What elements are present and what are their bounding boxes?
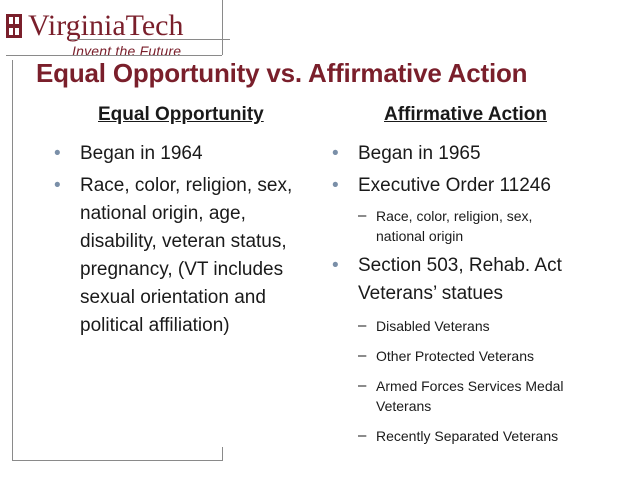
- list-item: • Race, color, religion, sex, national origin, age, disability, veteran status, pregnancy, (VT includes sexual orientation and political affiliation): [54, 172, 316, 340]
- list-subitem: – Disabled Veterans: [358, 317, 490, 334]
- list-item: • Executive Order 11246: [332, 172, 632, 200]
- dash-icon: –: [358, 347, 367, 364]
- frame-line-top: [222, 0, 223, 55]
- bullet-dot-icon: •: [332, 143, 339, 164]
- affirmative-action-list: [332, 140, 632, 446]
- frame-line-header: [6, 55, 222, 56]
- bullet-dot-icon: •: [54, 143, 61, 164]
- bullet-dot-icon: •: [54, 175, 61, 196]
- vt-logo-icon: [6, 14, 22, 38]
- logo-name: VirginiaTech: [28, 9, 184, 42]
- slide-title: Equal Opportunity vs. Affirmative Action: [36, 58, 528, 88]
- list-subitem: – Other Protected Veterans: [358, 347, 534, 364]
- bullet-dot-icon: •: [332, 255, 339, 276]
- logo-divider: [70, 39, 230, 40]
- affirmative-action-heading: Affirmative Action: [384, 104, 547, 125]
- frame-line-left: [12, 60, 13, 460]
- list-item-continuation: Veterans’ statues: [358, 283, 504, 304]
- list-subitem: – Recently Separated Veterans: [358, 427, 559, 444]
- bullet-dot-icon: •: [332, 175, 339, 196]
- list-subitem: – Race, color, religion, sex, national origin: [358, 207, 533, 244]
- dash-icon: –: [358, 207, 367, 224]
- list-subitem: – Armed Forces Services Medal Veterans: [358, 377, 564, 414]
- equal-opportunity-heading: Equal Opportunity: [98, 104, 264, 125]
- list-item: • Began in 1965: [332, 140, 632, 168]
- frame-line-bottom: [12, 460, 222, 461]
- equal-opportunity-list: [54, 140, 316, 340]
- logo-tagline: Invent the Future: [72, 43, 182, 59]
- dash-icon: –: [358, 377, 367, 394]
- vt-logo: [6, 6, 306, 62]
- list-item: • Began in 1964: [54, 140, 316, 168]
- dash-icon: –: [358, 427, 367, 444]
- frame-line-bottom-tick: [222, 447, 223, 461]
- dash-icon: –: [358, 317, 367, 334]
- list-item: • Section 503, Rehab. Act: [332, 252, 632, 280]
